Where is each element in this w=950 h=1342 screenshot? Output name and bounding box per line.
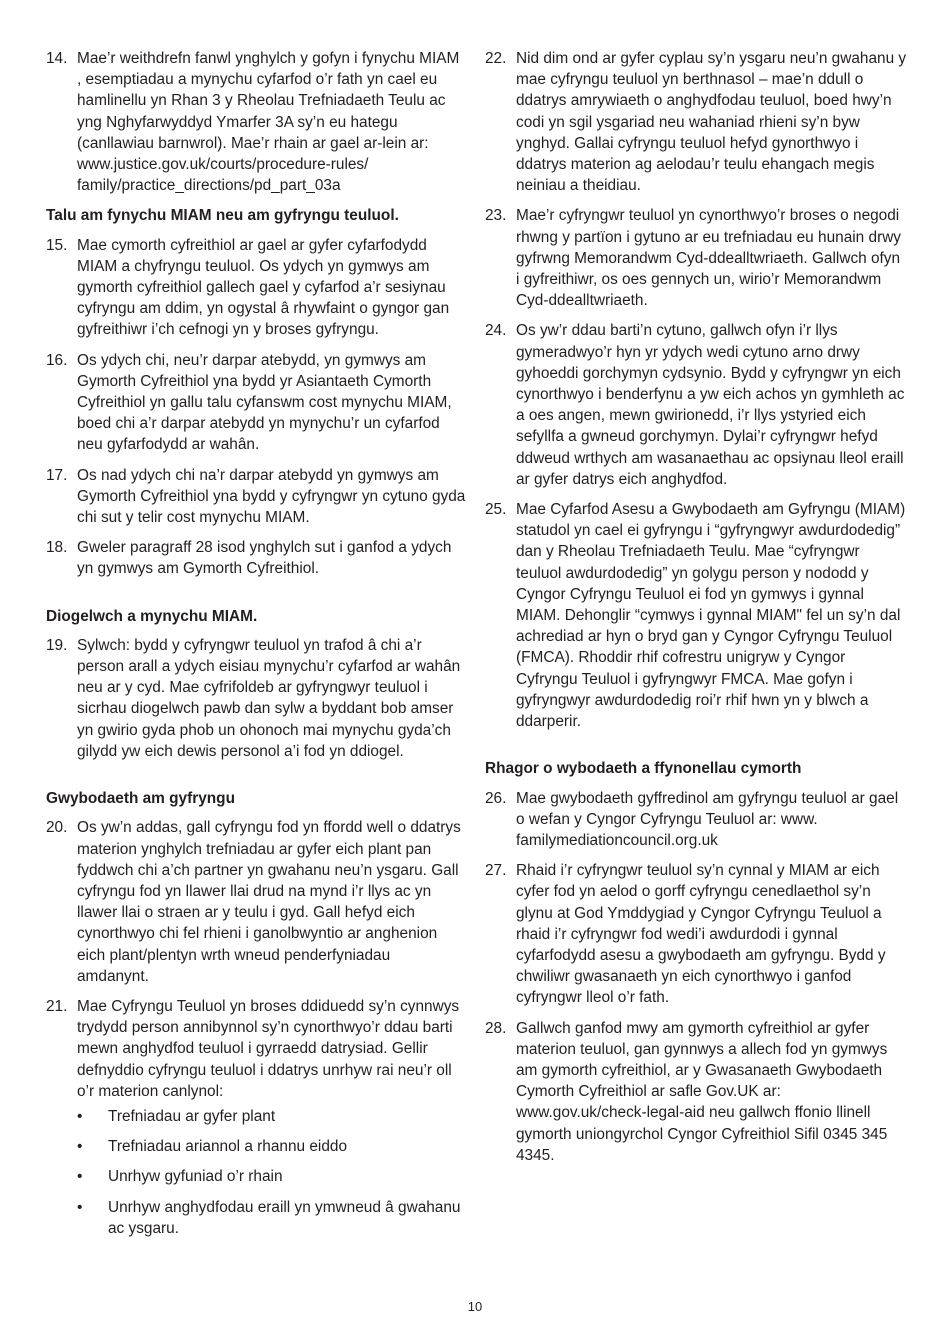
heading-safety: Diogelwch a mynychu MIAM. bbox=[46, 607, 258, 625]
paragraph-text: Nid dim ond ar gyfer cyplau sy’n ysgaru neu’n gwahanu y mae cyfryngu teuluol yn berthnasol – mae’n ddull o ddatrys amrywiaeth o anghydfodau teuluol, boed hwy’n codi yn sgil ysgariad neu wahaniad rhieni sy’n byw ynghyd. Gallai cyfryngu teuluol hefyd gynorthwyo i ddatrys materion ag aelodau’r teulu ehangach megis neiniau a theidiau. bbox=[516, 50, 907, 195]
paragraph-number: 22. bbox=[485, 50, 507, 67]
paragraph-text: Gallwch ganfod mwy am gymorth cyfreithiol ar gyfer materion teuluol, gan gynnwys a allech fod yn gymwys am gymorth cyfreithiol, ar y Gwasanaeth Gwybodaeth Cymorth Cyfreithiol ar safle Gov.UK ar: www.gov.uk/check-legal-aid neu gallwch ffonio llinell gymorth uniongyrchol Cyngor Cyfreithiol Sifil 0345 345 4345. bbox=[516, 1019, 888, 1164]
paragraph-number: 14. bbox=[46, 50, 68, 67]
paragraph-number: 24. bbox=[485, 322, 507, 340]
paragraph-20 bbox=[46, 817, 466, 987]
paragraph-number: 25. bbox=[485, 501, 507, 519]
paragraph-text: Os yw’n addas, gall cyfryngu fod yn ffordd well o ddatrys materion ynghylch trefniadau ar gyfer eich plant pan fyddwch chi a’ch partner yn gwahanu neu’n ysgaru. Gall cyfryngu fod yn llawer llai drud na mynd i’r llys ac yn llawer llai o straen ar y teulu i gyd. Gall hefyd eich cynorthwyo chi fel rhieni i ganolbwyntio ar anghenion eich plant/plentyn wrth wneud penderfyniadau amdanynt. bbox=[77, 819, 461, 985]
paragraph-number: 18. bbox=[46, 539, 68, 557]
paragraph-17 bbox=[46, 465, 466, 529]
list-item-text: Unrhyw gyfuniad o’r rhain bbox=[108, 1168, 283, 1186]
bullet-mark: • bbox=[77, 1168, 83, 1186]
bullet-mark: • bbox=[77, 1107, 83, 1125]
paragraph-16 bbox=[46, 350, 466, 456]
list-item bbox=[46, 1166, 466, 1187]
paragraph-21 bbox=[46, 996, 466, 1102]
paragraph-28 bbox=[485, 1018, 907, 1166]
paragraph-number: 16. bbox=[46, 351, 68, 369]
paragraph-number: 19. bbox=[46, 636, 68, 654]
paragraph-text: Mae cymorth cyfreithiol ar gael ar gyfer cyfarfodydd MIAM a chyfryngu teuluol. Os ydych yn gymwys am gymorth cyfreithiol gallech gael y cyfarfod a’r sesiynau cyfryngu am ddim, yn ogystal â rhywfaint o gyngor gan gyfreithiwr i’ch cefnogi yn y broses gyfryngu. bbox=[77, 236, 450, 339]
paragraph-number: 23. bbox=[485, 207, 507, 225]
paragraph-text: Os ydych chi, neu’r darpar atebydd, yn gymwys am Gymorth Cyfreithiol yna bydd yr Asiantaeth Cymorth Cyfreithiol yn gallu talu cyfanswm cost mynychu MIAM, boed chi a’r darpar atebydd yn mynychu’r un cyfarfod neu gyfarfodydd ar wahân. bbox=[77, 351, 452, 454]
paragraph-text: Mae’r cyfryngwr teuluol yn cynorthwyo’r broses o negodi rhwng y partïon i gytuno ar eu trefniadau eu hunain drwy gyfrwng Memorandwm Cyd-ddealltwriaeth. Gallwch ofyn i gyfreithiwr, os oes gennych un, wirio’r Memorandwm Cyd-ddealltwriaeth. bbox=[516, 207, 902, 310]
list-item bbox=[46, 1106, 466, 1127]
paragraph-19 bbox=[46, 635, 466, 762]
paragraph-25 bbox=[485, 499, 907, 732]
paragraph-text: Os nad ydych chi na’r darpar atebydd yn gymwys am Gymorth Cyfreithiol yna bydd y cyfryngwr yn cytuno gyda chi sut y telir cost mynychu MIAM. bbox=[77, 466, 466, 527]
paragraph-number: 27. bbox=[485, 862, 507, 880]
bullet-mark: • bbox=[77, 1198, 83, 1216]
list-item bbox=[46, 1136, 466, 1157]
paragraph-15 bbox=[46, 235, 466, 341]
list-item bbox=[46, 1197, 466, 1239]
paragraph-number: 15. bbox=[46, 236, 68, 254]
paragraph-22 bbox=[485, 48, 907, 196]
paragraph-number: 26. bbox=[485, 789, 507, 807]
paragraph-14 bbox=[46, 48, 466, 196]
paragraph-number: 20. bbox=[46, 819, 68, 837]
list-item-text: Trefniadau ariannol a rhannu eiddo bbox=[108, 1138, 348, 1156]
list-item-text: Unrhyw anghydfodau eraill yn ymwneud â gwahanu ac ysgaru. bbox=[108, 1198, 461, 1237]
mediation-issues-list bbox=[46, 1106, 466, 1239]
list-item-text: Trefniadau ar gyfer plant bbox=[108, 1107, 276, 1125]
paragraph-26 bbox=[485, 788, 907, 852]
paragraph-text: Rhaid i’r cyfryngwr teuluol sy’n cynnal y MIAM ar eich cyfer fod yn aelod o gorff cyfryngu cenedlaethol sy’n glynu at God Ymddygiad y Cyngor Cyfryngu Teuluol a rhaid i’r cyfryngwr fod wedi’i awdurdodi i gynnal cyfarfodydd asesu a gwybodaeth am gyfryngu. Bydd y chwiliwr gwasanaeth yn eich cynorthwyo i ganfod cyfryngwr lleol o’r fath. bbox=[516, 862, 886, 1007]
heading-payment: Talu am fynychu MIAM neu am gyfryngu teuluol. bbox=[46, 207, 399, 225]
paragraph-24 bbox=[485, 320, 907, 490]
heading-mediation-info: Gwybodaeth am gyfryngu bbox=[46, 790, 235, 808]
paragraph-text: Mae gwybodaeth gyffredinol am gyfryngu teuluol ar gael o wefan y Cyngor Cyfryngu Teuluol ar: www. familymediationcouncil.org.uk bbox=[516, 789, 899, 849]
paragraph-text: Mae Cyfryngu Teuluol yn broses ddiduedd sy’n cynnwys trydydd person annibynnol sy’n cynorthwyo’r ddau barti mewn anghydfod teuluol i gyrraedd datrysiad. Gellir defnyddio cyfryngu teuluol i ddatrys unrhyw rai neu’r oll o’r materion canlynol: bbox=[77, 997, 460, 1100]
paragraph-text: Gweler paragraff 28 isod ynghylch sut i ganfod a ydych yn gymwys am Gymorth Cyfreithiol. bbox=[77, 539, 452, 578]
paragraph-text: Mae’r weithdrefn fanwl ynghylch y gofyn i fynychu MIAM , esemptiadau a mynychu cyfarfod o’r fath yn cael eu hamlinellu yn Rhan 3 y Rheolau Trefniadaeth Teulu ac yng Nghyfarwyddyd Ymarfer 3A sy’n eu hategu (canllawiau barnwrol). Mae’r rhain ar gael ar-lein ar: www.justice.gov.uk/courts/procedure-rules/ family/practice_directions/pd_part_03a bbox=[77, 50, 460, 195]
paragraph-text: Sylwch: bydd y cyfryngwr teuluol yn trafod â chi a’r person arall a ydych eisiau mynychu’r cyfarfod ar wahân neu ar y cyd. Mae cyfrifoldeb ar gyfryngwyr teuluol i sicrhau diogelwch pawb dan sylw a byddant bob amser yn gwirio gyda phob un ohonoch mai mynychu gyda’ch gilydd yw eich dewis personol a’i fod yn ddiogel. bbox=[77, 636, 461, 760]
paragraph-23 bbox=[485, 205, 907, 311]
paragraph-18 bbox=[46, 537, 466, 579]
paragraph-number: 28. bbox=[485, 1019, 507, 1037]
bullet-mark: • bbox=[77, 1138, 83, 1156]
paragraph-text: Mae Cyfarfod Asesu a Gwybodaeth am Gyfryngu (MIAM) statudol yn cael ei gyfryngu i “gyfryngwyr awdurdodedig” dan y Rheolau Trefniadaeth Teulu. Mae “cyfryngwr teuluol awdurdodedig” yn golygu person y nododd y Cyngor Cyfryngu Teuluol ei fod yn gymwys i gynnal MIAM. Dehonglir “cymwys i gynnal MIAM" fel un sy’n dal achrediad ar hyn o bryd gan y Cyngor Cyfryngu Teuluol (FMCA). Rhoddir rhif cofrestru unigryw y Cyngor Cyfryngu Teuluol i gyfryngwyr FMCA. Mae gofyn i gyfryngwyr awdurdodedig roi’r rhif hwn yn y blwch a ddarperir. bbox=[516, 501, 906, 731]
paragraph-text: Os yw’r ddau barti’n cytuno, gallwch ofyn i’r llys gymeradwyo’r hyn yr ydych wedi cytuno arno drwy gyhoeddi gorchymyn cydsynio. Bydd y cyfryngwr yn eich cynorthwyo i benderfynu a yw eich achos yn gymhleth ac a oes angen, mewn gwirionedd, i’r llys ystyried eich sefyllfa a gwneud gorchymyn. Dylai’r cyfryngwr hefyd ddweud wrthych am wasanaethau ac opsiynau lleol eraill ar gyfer datrys eich anghydfod. bbox=[516, 322, 905, 488]
paragraph-number: 17. bbox=[46, 466, 68, 484]
left-column bbox=[46, 48, 466, 1248]
heading-further-info: Rhagor o wybodaeth a ffynonellau cymorth bbox=[485, 760, 802, 778]
paragraph-number: 21. bbox=[46, 997, 68, 1015]
page-number: 10 bbox=[467, 1299, 483, 1314]
paragraph-27 bbox=[485, 860, 907, 1008]
right-column bbox=[485, 48, 907, 1175]
